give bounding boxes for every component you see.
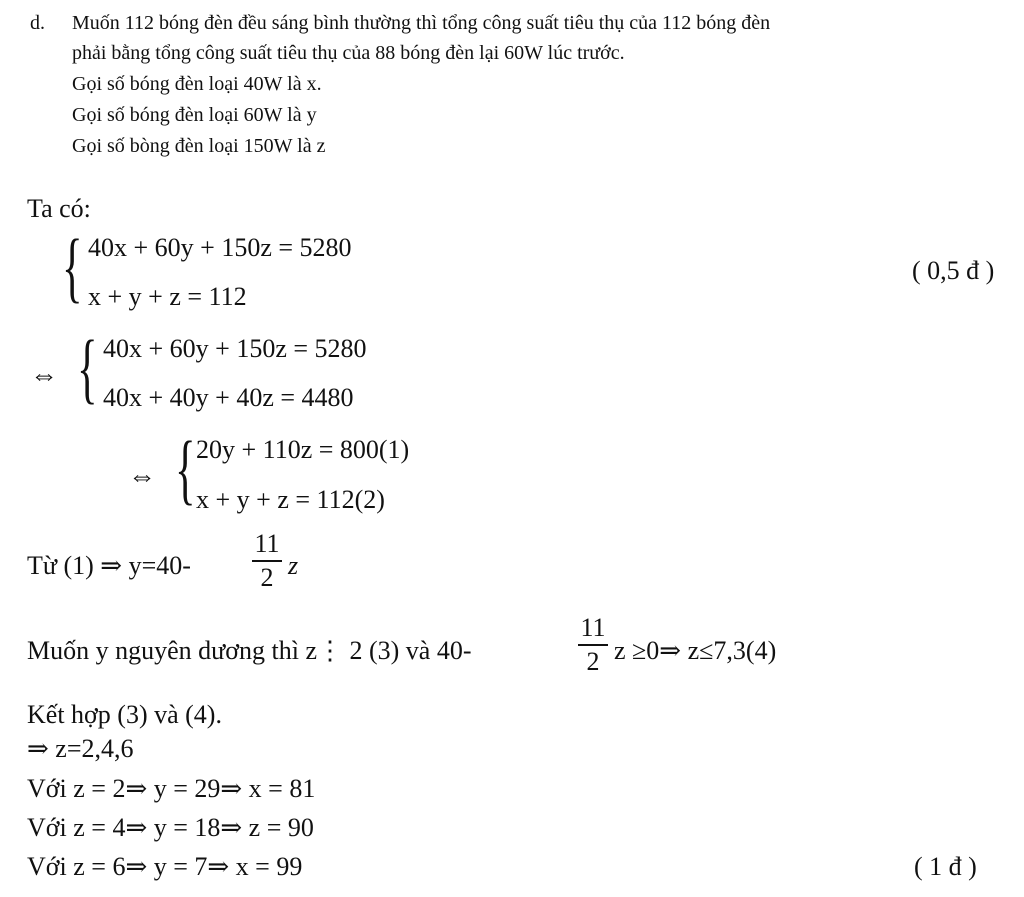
fraction-bar — [252, 560, 282, 562]
intro-line-2: phải bằng tổng công suất tiêu thụ của 88 bóng đèn lại 60W lúc trước. — [72, 42, 625, 64]
fraction-bar — [578, 644, 608, 646]
system-1-eq-1: 40x + 60y + 150z = 5280 — [88, 233, 352, 262]
system-2-eq-1: 40x + 60y + 150z = 5280 — [103, 334, 367, 363]
system-1-eq-2: x + y + z = 112 — [88, 282, 247, 311]
score-0-5: ( 0,5 đ ) — [912, 256, 995, 285]
fraction-numerator: 11 — [580, 613, 606, 642]
fraction-numerator: 11 — [254, 529, 280, 558]
equivalence-arrow-1: ⇔ — [30, 360, 58, 391]
case-z-6: Với z = 6⇒ y = 7⇒ x = 99 — [27, 852, 303, 881]
case-z-2: Với z = 2⇒ y = 29⇒ x = 81 — [27, 774, 316, 803]
fraction-denominator: 2 — [260, 562, 274, 592]
item-label: d. — [30, 12, 45, 34]
intro-line-5: Gọi số bòng đèn loại 150W là z — [72, 135, 326, 157]
fraction-denominator: 2 — [586, 646, 600, 676]
combine-text: Kết hợp (3) và (4). — [27, 700, 222, 729]
z-values-line: ⇒ z=2,4,6 — [27, 734, 134, 763]
from-eq-1-variable: z — [288, 551, 299, 580]
ta-co-heading: Ta có: — [27, 194, 91, 223]
fraction-11-over-2-b — [578, 615, 608, 675]
positive-condition-text: Muốn y nguyên dương thì z⋮ 2 (3) và 40- — [27, 636, 472, 665]
system-2-eq-2: 40x + 40y + 40z = 4480 — [103, 383, 354, 412]
system-3-brace: { — [175, 425, 196, 512]
system-2-brace: { — [77, 324, 98, 411]
case-z-4: Với z = 4⇒ y = 18⇒ z = 90 — [27, 813, 314, 842]
from-eq-1-text: Từ (1) ⇒ y=40- — [27, 551, 191, 580]
equivalence-arrow-2: ⇔ — [128, 461, 156, 492]
score-1: ( 1 đ ) — [914, 852, 977, 881]
system-3-eq-2: x + y + z = 112(2) — [196, 485, 385, 514]
intro-line-1: Muốn 112 bóng đèn đều sáng bình thường thì tổng công suất tiêu thụ của 112 bóng đèn — [72, 12, 771, 34]
system-1-brace: { — [62, 223, 83, 310]
intro-line-3: Gọi số bóng đèn loại 40W là x. — [72, 73, 322, 95]
fraction-11-over-2-a — [252, 531, 282, 591]
system-3-eq-1: 20y + 110z = 800(1) — [196, 435, 410, 464]
positive-condition-result: z ≥0⇒ z≤7,3(4) — [614, 636, 777, 665]
intro-line-4: Gọi số bóng đèn loại 60W là y — [72, 104, 317, 126]
